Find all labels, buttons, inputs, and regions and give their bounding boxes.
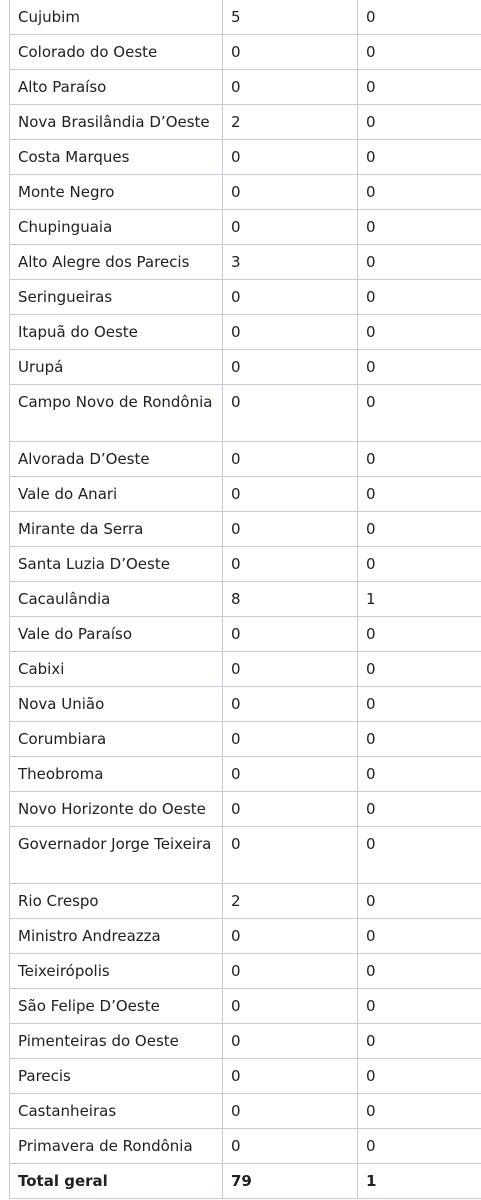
municipality-cell: Pimenteiras do Oeste xyxy=(10,1024,223,1059)
value-cell-b: 1 xyxy=(358,582,481,617)
value-cell-b: 0 xyxy=(358,792,481,827)
municipality-cell: Chupinguaia xyxy=(10,210,223,245)
table-row xyxy=(10,477,481,512)
value-cell-b: 0 xyxy=(358,210,481,245)
value-cell-b: 0 xyxy=(358,35,481,70)
table-row xyxy=(10,350,481,385)
table-row xyxy=(10,652,481,687)
value-cell-b: 0 xyxy=(358,687,481,722)
municipality-cell: Mirante da Serra xyxy=(10,512,223,547)
municipality-cell: Governador Jorge Teixeira xyxy=(10,827,223,884)
value-cell-a: 8 xyxy=(223,582,358,617)
municipality-cell: Monte Negro xyxy=(10,175,223,210)
value-cell-a: 0 xyxy=(223,477,358,512)
value-cell-a: 0 xyxy=(223,827,358,884)
table-row xyxy=(10,884,481,919)
value-cell-a: 0 xyxy=(223,512,358,547)
table-row xyxy=(10,954,481,989)
value-cell-a: 0 xyxy=(223,175,358,210)
value-cell-a: 5 xyxy=(223,0,358,35)
value-cell-b: 0 xyxy=(358,0,481,35)
value-cell-b: 0 xyxy=(358,547,481,582)
value-cell-a: 0 xyxy=(223,35,358,70)
value-cell-a: 0 xyxy=(223,1129,358,1164)
value-cell-b: 0 xyxy=(358,315,481,350)
municipality-cell: Primavera de Rondônia xyxy=(10,1129,223,1164)
table-row xyxy=(10,175,481,210)
value-cell-a: 2 xyxy=(223,884,358,919)
municipality-cell: Nova União xyxy=(10,687,223,722)
value-cell-a: 0 xyxy=(223,722,358,757)
municipality-cell: Santa Luzia D’Oeste xyxy=(10,547,223,582)
value-cell-b: 0 xyxy=(358,919,481,954)
table-row xyxy=(10,1059,481,1094)
municipality-cell: Colorado do Oeste xyxy=(10,35,223,70)
value-cell-a: 0 xyxy=(223,547,358,582)
value-cell-a: 0 xyxy=(223,385,358,442)
value-cell-b: 0 xyxy=(358,70,481,105)
value-cell-b: 0 xyxy=(358,477,481,512)
table-row xyxy=(10,547,481,582)
table-row xyxy=(10,827,481,884)
value-cell-a: 0 xyxy=(223,652,358,687)
table-row xyxy=(10,617,481,652)
table-row xyxy=(10,1094,481,1129)
value-cell-b: 0 xyxy=(358,617,481,652)
table-row xyxy=(10,582,481,617)
table-row xyxy=(10,989,481,1024)
table-row xyxy=(10,105,481,140)
total-value-a: 79 xyxy=(223,1164,358,1199)
value-cell-a: 0 xyxy=(223,442,358,477)
value-cell-a: 0 xyxy=(223,919,358,954)
value-cell-b: 0 xyxy=(358,989,481,1024)
municipality-cell: Teixeirópolis xyxy=(10,954,223,989)
table-row xyxy=(10,512,481,547)
municipality-cell: Castanheiras xyxy=(10,1094,223,1129)
municipality-cell: Rio Crespo xyxy=(10,884,223,919)
table-row xyxy=(10,70,481,105)
municipality-cell: Urupá xyxy=(10,350,223,385)
value-cell-a: 0 xyxy=(223,315,358,350)
total-label-cell: Total geral xyxy=(10,1164,223,1199)
table-row xyxy=(10,280,481,315)
municipality-cell: Alto Paraíso xyxy=(10,70,223,105)
value-cell-a: 2 xyxy=(223,105,358,140)
table-row xyxy=(10,792,481,827)
table-row xyxy=(10,757,481,792)
municipality-cell: Costa Marques xyxy=(10,140,223,175)
municipality-cell: Cabixi xyxy=(10,652,223,687)
municipality-cell: Novo Horizonte do Oeste xyxy=(10,792,223,827)
value-cell-a: 0 xyxy=(223,617,358,652)
value-cell-a: 3 xyxy=(223,245,358,280)
value-cell-b: 0 xyxy=(358,722,481,757)
table-row xyxy=(10,1024,481,1059)
municipality-cell: Nova Brasilândia D’Oeste xyxy=(10,105,223,140)
value-cell-a: 0 xyxy=(223,687,358,722)
municipality-cell: Vale do Paraíso xyxy=(10,617,223,652)
municipality-cell: Alvorada D’Oeste xyxy=(10,442,223,477)
table-row xyxy=(10,140,481,175)
value-cell-b: 0 xyxy=(358,827,481,884)
table-row xyxy=(10,245,481,280)
value-cell-a: 0 xyxy=(223,210,358,245)
table-row xyxy=(10,687,481,722)
table-row xyxy=(10,442,481,477)
value-cell-b: 0 xyxy=(358,1059,481,1094)
municipality-cell: Theobroma xyxy=(10,757,223,792)
value-cell-b: 0 xyxy=(358,280,481,315)
table-row xyxy=(10,385,481,442)
municipality-cell: Campo Novo de Rondônia xyxy=(10,385,223,442)
municipality-cell: Seringueiras xyxy=(10,280,223,315)
value-cell-a: 0 xyxy=(223,70,358,105)
value-cell-a: 0 xyxy=(223,792,358,827)
table-row xyxy=(10,722,481,757)
municipality-cell: Ministro Andreazza xyxy=(10,919,223,954)
value-cell-b: 0 xyxy=(358,245,481,280)
value-cell-b: 0 xyxy=(358,350,481,385)
municipality-table xyxy=(9,0,481,1199)
value-cell-a: 0 xyxy=(223,350,358,385)
municipality-cell: Alto Alegre dos Parecis xyxy=(10,245,223,280)
total-value-b: 1 xyxy=(358,1164,481,1199)
table-row xyxy=(10,919,481,954)
total-row xyxy=(10,1164,481,1199)
value-cell-a: 0 xyxy=(223,989,358,1024)
municipality-cell: Itapuã do Oeste xyxy=(10,315,223,350)
municipality-cell: Cujubim xyxy=(10,0,223,35)
value-cell-b: 0 xyxy=(358,954,481,989)
value-cell-b: 0 xyxy=(358,512,481,547)
value-cell-b: 0 xyxy=(358,884,481,919)
value-cell-b: 0 xyxy=(358,1024,481,1059)
municipality-cell: Vale do Anari xyxy=(10,477,223,512)
municipality-cell: São Felipe D’Oeste xyxy=(10,989,223,1024)
value-cell-a: 0 xyxy=(223,1024,358,1059)
value-cell-b: 0 xyxy=(358,652,481,687)
table-row xyxy=(10,210,481,245)
value-cell-b: 0 xyxy=(358,1094,481,1129)
table-row xyxy=(10,0,481,35)
value-cell-b: 0 xyxy=(358,385,481,442)
value-cell-a: 0 xyxy=(223,280,358,315)
value-cell-a: 0 xyxy=(223,757,358,792)
value-cell-a: 0 xyxy=(223,1094,358,1129)
table-row xyxy=(10,315,481,350)
value-cell-b: 0 xyxy=(358,140,481,175)
value-cell-a: 0 xyxy=(223,954,358,989)
value-cell-a: 0 xyxy=(223,1059,358,1094)
value-cell-a: 0 xyxy=(223,140,358,175)
value-cell-b: 0 xyxy=(358,105,481,140)
value-cell-b: 0 xyxy=(358,442,481,477)
table-row xyxy=(10,35,481,70)
data-table-container xyxy=(9,0,481,1199)
municipality-cell: Cacaulândia xyxy=(10,582,223,617)
value-cell-b: 0 xyxy=(358,1129,481,1164)
value-cell-b: 0 xyxy=(358,757,481,792)
value-cell-b: 0 xyxy=(358,175,481,210)
table-row xyxy=(10,1129,481,1164)
municipality-cell: Parecis xyxy=(10,1059,223,1094)
table-body xyxy=(10,0,481,1199)
municipality-cell: Corumbiara xyxy=(10,722,223,757)
